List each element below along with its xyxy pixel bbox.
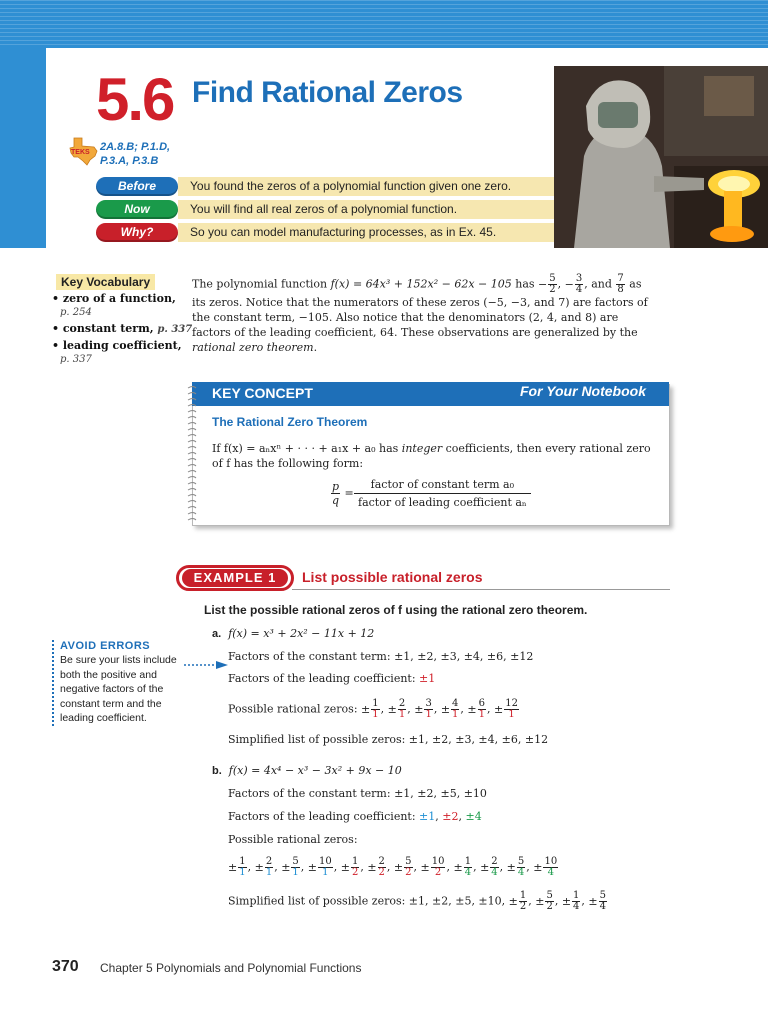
fraction: ± $\frac{2}{4}$: [480, 856, 498, 878]
fraction: ± $\frac{5}{4}$: [506, 856, 525, 878]
page-title: Find Rational Zeros: [192, 76, 463, 109]
part-b-constant-factors: Factors of the constant term: ±1, ±2, ±5, ±10: [228, 787, 487, 800]
example-title: List possible rational zeros: [302, 569, 483, 585]
avoid-errors-note: [52, 640, 190, 726]
fraction: ± $\frac{5}{4}$: [588, 890, 607, 912]
teks-standards-line2: P.3.A, P.3.B: [100, 155, 159, 167]
fraction: ± $\frac{10}{4}$: [533, 856, 558, 878]
foundry-worker-photo: [554, 66, 768, 248]
fraction: ± $\frac{5}{2}$: [393, 856, 412, 878]
fraction: ± $\frac{2}{2}$: [367, 856, 385, 878]
part-a-function: f(x) = x³ + 2x² − 11x + 12: [228, 627, 375, 640]
texas-teks-icon: [68, 136, 100, 166]
fraction: ± $\frac{5}{1}$: [281, 856, 299, 878]
part-b-simplified: Simplified list of possible zeros: ±1, ±2, ±5, ±10, ± $\frac{1}{2}$ , ± $\frac{5}{2}$ , ± $\frac{1}{4}$ , ± $\frac{5}{4}$: [228, 890, 607, 912]
vocab-term: • zero of a function,: [52, 292, 176, 305]
why-pill: Why?: [96, 223, 178, 242]
vocab-ref: p. 337: [60, 354, 92, 365]
part-b-function: f(x) = 4x⁴ − x³ − 3x² + 9x − 10: [228, 764, 402, 777]
part-a-simplified: Simplified list of possible zeros: ±1, ±2, ±3, ±4, ±6, ±12: [228, 733, 549, 746]
chapter-title: Chapter 5 Polynomials and Polynomial Functions: [100, 961, 362, 975]
intro-function: f(x) = 64x³ + 152x² − 62x − 105: [330, 277, 512, 291]
header-left-corner: [0, 48, 46, 248]
fraction: ± $\frac{1}{1}$: [228, 856, 246, 878]
fraction: ± $\frac{6}{1}$: [467, 698, 485, 720]
pointer-arrow-icon: [184, 654, 228, 662]
theorem-statement: If f(x) = aₙxⁿ + · · · + a₁x + a₀ has integer coefficients, then every rational zero of f has the following form:: [212, 442, 651, 470]
before-pill: Before: [96, 177, 178, 196]
example-rule: [292, 589, 670, 590]
now-text: You will find all real zeros of a polynomial function.: [178, 200, 554, 219]
part-a-leading-factors: Factors of the leading coefficient: ±1: [228, 672, 436, 685]
fraction: ± $\frac{1}{4}$: [561, 890, 580, 912]
fraction: ± $\frac{1}{1}$: [361, 698, 379, 720]
part-b-possible-zeros-label: Possible rational zeros:: [228, 833, 358, 846]
now-pill: Now: [96, 200, 178, 219]
example-instruction: List the possible rational zeros of f using the rational zero theorem.: [204, 603, 588, 617]
part-b-leading-factors: Factors of the leading coefficient: ±1, ±2, ±4: [228, 810, 482, 823]
intro-zeros: − $\frac{5}{2}$ , − $\frac{3}{4}$ , and $\frac{7}{8}$: [538, 273, 624, 295]
key-vocabulary-title: Key Vocabulary: [56, 274, 155, 290]
for-your-notebook-label: For Your Notebook: [520, 383, 646, 399]
avoid-errors-text: Be sure your lists include both the positive and negative factors of the constant term and the leading coefficient.: [60, 654, 177, 724]
part-b-fraction-list: ± $\frac{1}{1}$ , ± $\frac{2}{1}$ , ± $\frac{5}{1}$ , ± $\frac{10}{1}$ , ± $\frac{1}{2}$ , ± $\frac{2}{2}$ , ± $\frac{5}{2}$ , ± $\frac{10}{2}$ , ± $\frac{1}{4}$ , ± $\frac{2}{4}$ , ± $\frac{5}{4}$ , ± $\frac{10}{4}$: [228, 856, 558, 878]
vocab-ref: p. 337: [157, 324, 193, 335]
vocab-term: • leading coefficient,: [52, 339, 182, 352]
fraction: ± $\frac{2}{1}$: [254, 856, 273, 878]
fraction: ± $\frac{1}{2}$: [340, 856, 359, 878]
fraction: ± $\frac{5}{2}$: [535, 890, 553, 912]
top-header-band: [0, 0, 768, 48]
fraction: ± $\frac{10}{1}$: [307, 856, 332, 878]
fraction: ± $\frac{1}{2}$: [508, 890, 527, 912]
fraction: − $\frac{3}{4}$: [564, 273, 583, 295]
rational-zero-theorem-title: The Rational Zero Theorem: [212, 415, 368, 429]
fraction: ± $\frac{10}{2}$: [420, 856, 445, 878]
p-over-q: $\frac{p}{q}$ =: [332, 480, 354, 507]
section-number: 5.6: [96, 66, 174, 133]
teks-standards-line1: 2A.8.B; P.1.D,: [100, 141, 171, 153]
part-a-fraction-list: ± $\frac{1}{1}$ , ± $\frac{2}{1}$ , ± $\frac{3}{1}$ , ± $\frac{4}{1}$ , ± $\frac{6}{1}$ , ± $\frac{12}{1}$: [361, 698, 518, 720]
fraction: ± $\frac{12}{1}$: [494, 698, 518, 720]
part-b-label: b. f(x) = 4x⁴ − x³ − 3x² + 9x − 10: [212, 764, 402, 777]
why-text: So you can model manufacturing processes, as in Ex. 45.: [178, 223, 554, 242]
page-number: 370: [52, 958, 79, 975]
vocab-term: • constant term, p. 337: [52, 322, 193, 335]
part-a-constant-factors: Factors of the constant term: ±1, ±2, ±3, ±4, ±6, ±12: [228, 650, 534, 663]
fraction: ± $\frac{2}{1}$: [387, 698, 406, 720]
theorem-fraction: factor of constant term a₀ factor of leading coefficient aₙ: [354, 478, 531, 509]
key-concept-label: KEY CONCEPT: [212, 385, 313, 401]
rational-zero-theorem-term: rational zero theorem: [192, 341, 314, 354]
before-text: You found the zeros of a polynomial function given one zero.: [178, 177, 554, 196]
vocab-ref: p. 254: [60, 307, 92, 318]
fraction: ± $\frac{4}{1}$: [440, 698, 459, 720]
fraction: ± $\frac{1}{4}$: [453, 856, 472, 878]
part-a-label: a. f(x) = x³ + 2x² − 11x + 12: [212, 627, 375, 640]
fraction: − $\frac{5}{2}$: [538, 273, 556, 295]
fraction: ± $\frac{3}{1}$: [414, 698, 432, 720]
notebook-spiral-icon: [186, 384, 200, 524]
fraction: $\frac{7}{8}$: [617, 273, 624, 295]
part-a-possible-zeros: Possible rational zeros: ± $\frac{1}{1}$ , ± $\frac{2}{1}$ , ± $\frac{3}{1}$ , ± $\frac{4}{1}$ , ± $\frac{6}{1}$ , ± $\frac{12}{1}$: [228, 698, 518, 720]
example-number: EXAMPLE 1: [182, 569, 288, 587]
avoid-errors-title: AVOID ERRORS: [60, 640, 151, 652]
intro-paragraph: The polynomial function f(x) = 64x³ + 152x² − 62x − 105 has − $\frac{5}{2}$ , − $\frac{3}{4}$ , and $\frac{7}{8}$ as its zeros. Notice that the numerators of these zeros (−5, −3, and 7) are factors of the constant term, −105. Also notice that the denominators (2, 4, and 8) are factors of the leading coefficient, 64. These observations are generalized by the rational zero theorem.: [192, 273, 648, 354]
teks-label: TEKS: [71, 149, 90, 156]
